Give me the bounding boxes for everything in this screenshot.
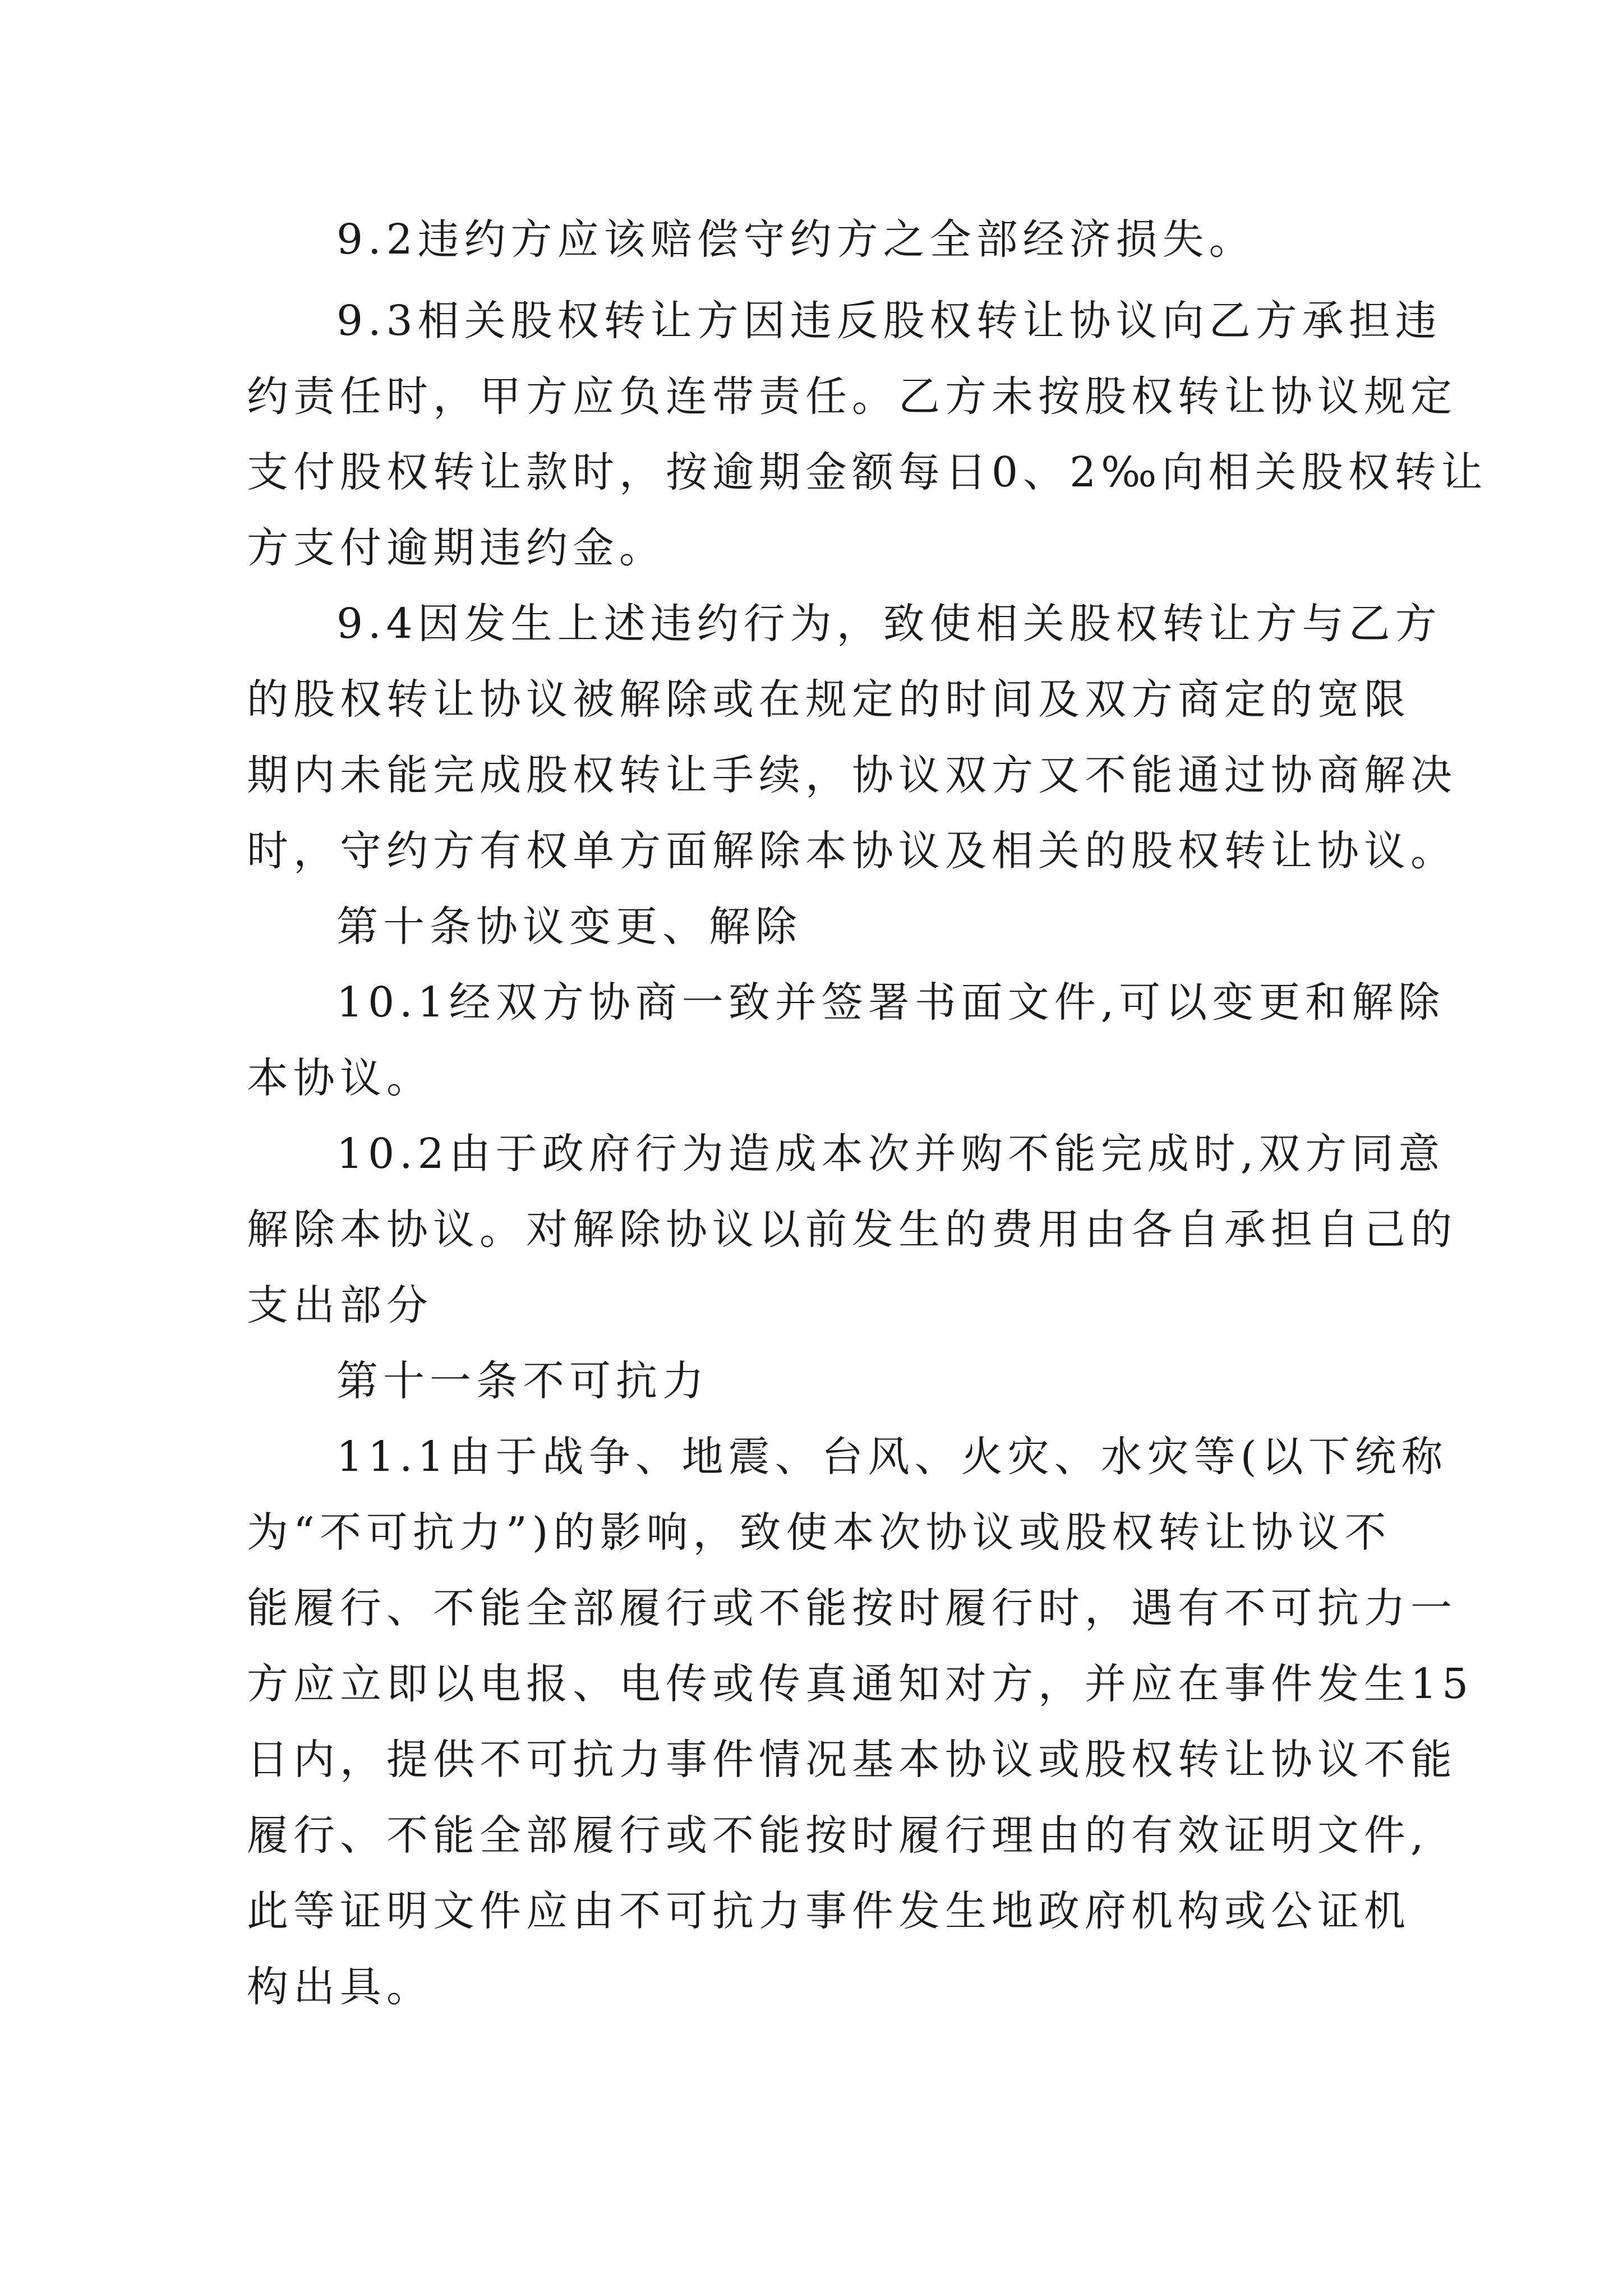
clause-9-3: 9.3相关股权转让方因违反股权转让协议向乙方承担违	[336, 297, 1442, 345]
clause-9-4: 9.4因发生上述违约行为，致使相关股权转让方与乙方	[336, 600, 1442, 648]
section-heading-11: 第十一条不可抗力	[336, 1357, 709, 1405]
text-line: 支出部分	[247, 1281, 433, 1329]
clause-9-2: 9.2违约方应该赔偿守约方之全部经济损失。	[336, 215, 1256, 264]
text-line: 日内，提供不可抗力事件情况基本协议或股权转让协议不能	[247, 1736, 1457, 1784]
text-line: 履行、不能全部履行或不能按时履行理由的有效证明文件,	[247, 1811, 1429, 1860]
text-line: 此等证明文件应由不可抗力事件发生地政府机构或公证机	[247, 1887, 1410, 1935]
text-line: 支付股权转让款时，按逾期金额每日0、2‰向相关股权转让	[247, 448, 1488, 496]
text-line: 构出具。	[247, 1963, 433, 2011]
text-line: 本协议。	[247, 1054, 433, 1102]
text-line: 期内未能完成股权转让手续，协议双方又不能通过协商解决	[247, 751, 1457, 799]
text-line: 方支付逾期违约金。	[247, 524, 666, 572]
clause-11-1: 11.1由于战争、地震、台风、火灾、水灾等(以下统称	[336, 1433, 1448, 1481]
text-line: 的股权转让协议被解除或在规定的时间及双方商定的宽限	[247, 675, 1410, 724]
text-line: 方应立即以电报、电传或传真通知对方，并应在事件发生15	[247, 1660, 1474, 1708]
clause-10-1: 10.1经双方协商一致并签署书面文件,可以变更和解除	[336, 978, 1445, 1027]
text-line: 时，守约方有权单方面解除本协议及相关的股权转让协议。	[247, 827, 1457, 875]
text-line: 为“不可抗力”)的影响，致使本次协议或股权转让协议不	[247, 1508, 1391, 1557]
text-line: 约责任时，甲方应负连带责任。乙方未按股权转让协议规定	[247, 372, 1457, 421]
section-heading-10: 第十条协议变更、解除	[336, 903, 802, 951]
text-line: 能履行、不能全部履行或不能按时履行时，遇有不可抗力一	[247, 1584, 1457, 1632]
clause-10-2: 10.2由于政府行为造成本次并购不能完成时,双方同意	[336, 1130, 1445, 1178]
text-line: 解除本协议。对解除协议以前发生的费用由各自承担自己的	[247, 1205, 1457, 1254]
